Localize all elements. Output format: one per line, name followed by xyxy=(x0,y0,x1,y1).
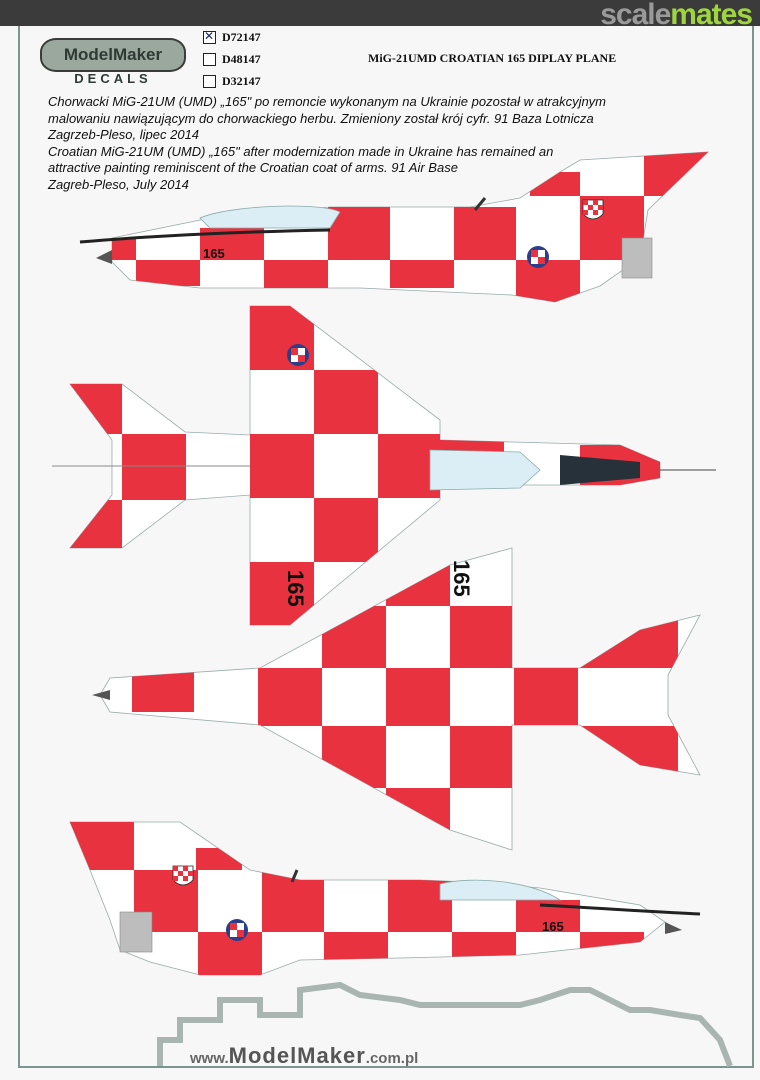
aircraft-bottom-view xyxy=(92,544,700,850)
aircraft-side-view-right xyxy=(70,822,700,976)
logo-text: ModelMaker xyxy=(63,45,163,64)
description: Chorwacki MiG-21UM (UMD) „165" po remoncie wykonanym na Ukrainie pozostał w atrakcyjnym malowaniu nawiązującym do chorwackiego herbu. Zmieniony został krój cyfr. 91 Baza Lotnicza Zagrzeb-Pleso, lipec 2014 Croatian MiG-21UM (UMD) „165" after modernization made in Ukraine has remained an attractive painting reminiscent of the Croatian coat of arms. 91 Air Base Zagreb-Pleso, July 2014 xyxy=(48,94,607,192)
roundel-icon xyxy=(527,246,549,268)
roundel-icon xyxy=(287,344,309,366)
aircraft-number: 165 xyxy=(203,246,225,261)
aircraft-side-view-left xyxy=(80,150,708,302)
aircraft-number-upper-wing: 165 xyxy=(283,570,308,607)
sheet-heading: MiG-21UMD CROATIAN 165 DIPLAY PLANE xyxy=(368,51,617,65)
croatian-shield-icon xyxy=(173,866,193,885)
code-row: D32147 xyxy=(203,70,261,92)
scalemates-watermark: scalemates xyxy=(600,0,752,31)
code-row: D48147 xyxy=(203,48,261,70)
aircraft-number: 165 xyxy=(542,919,564,934)
logo-subtitle: DECALS xyxy=(74,71,152,86)
croatian-shield-icon xyxy=(583,200,603,219)
roundel-icon xyxy=(226,919,248,941)
footer-website[interactable]: www.ModelMaker.com.pl xyxy=(190,1043,419,1068)
aircraft-number-lower-wing: 165 xyxy=(449,560,474,597)
code-row: ✕ D72147 xyxy=(203,26,261,48)
